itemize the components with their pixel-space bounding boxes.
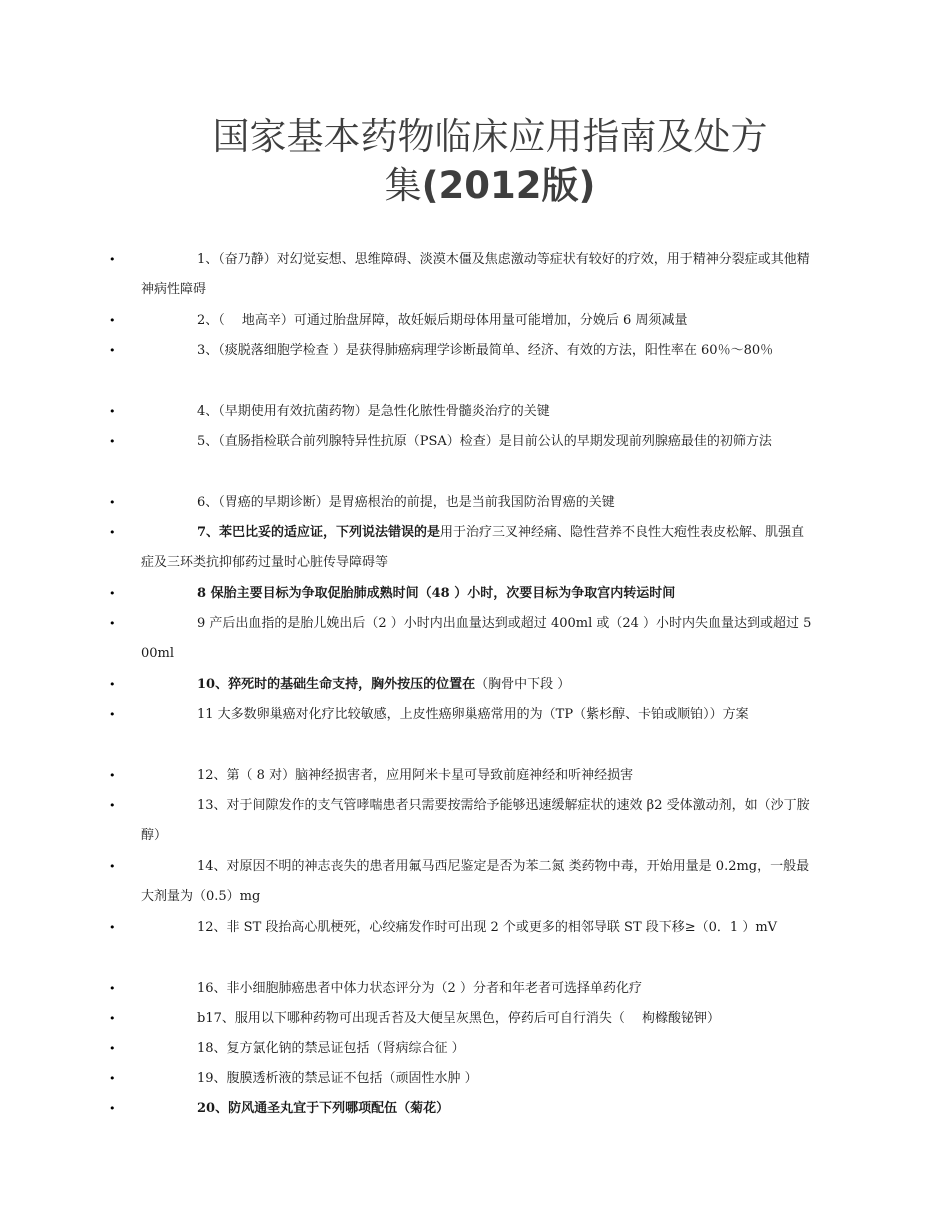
text-run: 20、防风通圣丸宜于下列哪项配伍（菊花） xyxy=(197,1101,450,1116)
text-run: 19、腹膜透析液的禁忌证不包括（顽固性水肿 ） xyxy=(197,1071,478,1086)
bullet: • xyxy=(109,1042,116,1055)
text-run: （胸骨中下段 ） xyxy=(475,677,571,692)
list-item-text xyxy=(141,427,813,457)
document-title xyxy=(140,112,840,210)
title-line-2-suffix: 版) xyxy=(541,164,596,207)
list-item-text xyxy=(141,1094,813,1124)
list-item-text xyxy=(141,974,813,1004)
list-item-text xyxy=(141,579,813,609)
text-run: 4、（早期使用有效抗菌药物）是急性化脓性骨髓炎治疗的关键 xyxy=(197,404,550,419)
bullet: • xyxy=(109,860,116,873)
text-run: 9 产后出血指的是胎儿娩出后（2 ）小时内出血量达到或超过 400ml 或（24 ）小时内失血量达到或超过 500ml xyxy=(141,616,812,661)
bullet: • xyxy=(109,1072,116,1085)
text-run: 18、复方氯化钠的禁忌证包括（肾病综合征 ） xyxy=(197,1041,465,1056)
text-run: 7、苯巴比妥的适应证，下列说法错误的是 xyxy=(197,525,441,540)
bullet: • xyxy=(109,799,116,812)
list-item-text xyxy=(141,852,813,912)
bullet: • xyxy=(109,982,116,995)
list-item-text xyxy=(141,791,813,851)
bullet: • xyxy=(109,678,116,691)
bullet: • xyxy=(109,1012,116,1025)
list-item-text xyxy=(141,488,813,518)
bullet: • xyxy=(109,921,116,934)
bullet: • xyxy=(109,617,116,630)
list-item-text xyxy=(141,1004,813,1034)
bullet: • xyxy=(109,769,116,782)
bullet: • xyxy=(109,708,116,721)
list-item-text xyxy=(141,306,813,336)
text-run: 8 保胎主要目标为争取促胎肺成熟时间（48 ）小时，次要目标为争取宫内转运时间 xyxy=(197,586,676,601)
text-run: 16、非小细胞肺癌患者中体力状态评分为（2 ）分者和年老者可选择单药化疗 xyxy=(197,981,642,996)
text-run: 12、非 ST 段抬高心肌梗死，心绞痛发作时可出现 2 个或更多的相邻导联 ST 段下移≥（0．1 ）mV xyxy=(197,920,778,935)
bullet: • xyxy=(109,496,116,509)
text-run: 1、（奋乃静）对幻觉妄想、思维障碍、淡漠木僵及焦虑激动等症状有较好的疗效，用于精神分裂症或其他精神病性障碍 xyxy=(141,252,810,297)
list-item-text xyxy=(141,336,813,366)
list-item-text xyxy=(141,700,813,730)
list-item-text xyxy=(141,397,813,427)
text-run: 13、对于间隙发作的支气管哮喘患者只需要按需给予能够迅速缓解症状的速效 β2 受体激动剂，如（沙丁胺醇） xyxy=(141,798,810,843)
list-item-text xyxy=(141,670,813,700)
title-line-2-prefix: 集 xyxy=(384,164,422,207)
text-run: 11 大多数卵巢癌对化疗比较敏感，上皮性癌卵巢癌常用的为（TP（紫杉醇、卡铂或顺铂））方案 xyxy=(197,707,749,722)
bullet: • xyxy=(109,344,116,357)
bullet: • xyxy=(109,1102,116,1115)
list-item-text xyxy=(141,245,813,305)
text-run: 12、第（ 8 对）脑神经损害者，应用阿米卡星可导致前庭神经和听神经损害 xyxy=(197,768,634,783)
bullet: • xyxy=(109,253,116,266)
list-item-text xyxy=(141,609,813,669)
text-run: 3、（痰脱落细胞学检查 ）是获得肺癌病理学诊断最简单、经济、有效的方法，阳性率在 60％～80％ xyxy=(197,343,774,358)
list-item-text xyxy=(141,913,813,943)
list-item-text xyxy=(141,761,813,791)
list-item-text xyxy=(141,1064,813,1094)
text-run: 5、（直肠指检联合前列腺特异性抗原（PSA）检查）是目前公认的早期发现前列腺癌最佳的初筛方法 xyxy=(197,434,772,449)
bullet: • xyxy=(109,405,116,418)
text-run: b17、服用以下哪种药物可出现舌苔及大便呈灰黑色，停药后可自行消失（ 枸橼酸铋钾） xyxy=(197,1011,720,1026)
list-item-text xyxy=(141,518,813,578)
text-run: 用于治疗三叉神经痛、隐性营养不良性大疱性表皮松解、肌强直症及三环类抗抑郁药过量时心脏传导障碍等 xyxy=(141,525,805,570)
text-run: 2、（ 地高辛）可通过胎盘屏障，故妊娠后期母体用量可能增加，分娩后 6 周须减量 xyxy=(197,313,688,328)
text-run: 10、猝死时的基础生命支持，胸外按压的位置在 xyxy=(197,677,476,692)
title-line-1: 国家基本药物临床应用指南及处方 xyxy=(212,115,768,158)
title-year: (2012 xyxy=(421,164,542,207)
list-item-text xyxy=(141,1034,813,1064)
bullet: • xyxy=(109,314,116,327)
bullet: • xyxy=(109,435,116,448)
bullet: • xyxy=(109,526,116,539)
bullet: • xyxy=(109,587,116,600)
text-run: 14、对原因不明的神志丧失的患者用氟马西尼鉴定是否为苯二氮 类药物中毒，开始用量是 0.2mg，一般最大剂量为（0.5）mg xyxy=(141,859,810,904)
text-run: 6、（胃癌的早期诊断）是胃癌根治的前提，也是当前我国防治胃癌的关键 xyxy=(197,495,615,510)
